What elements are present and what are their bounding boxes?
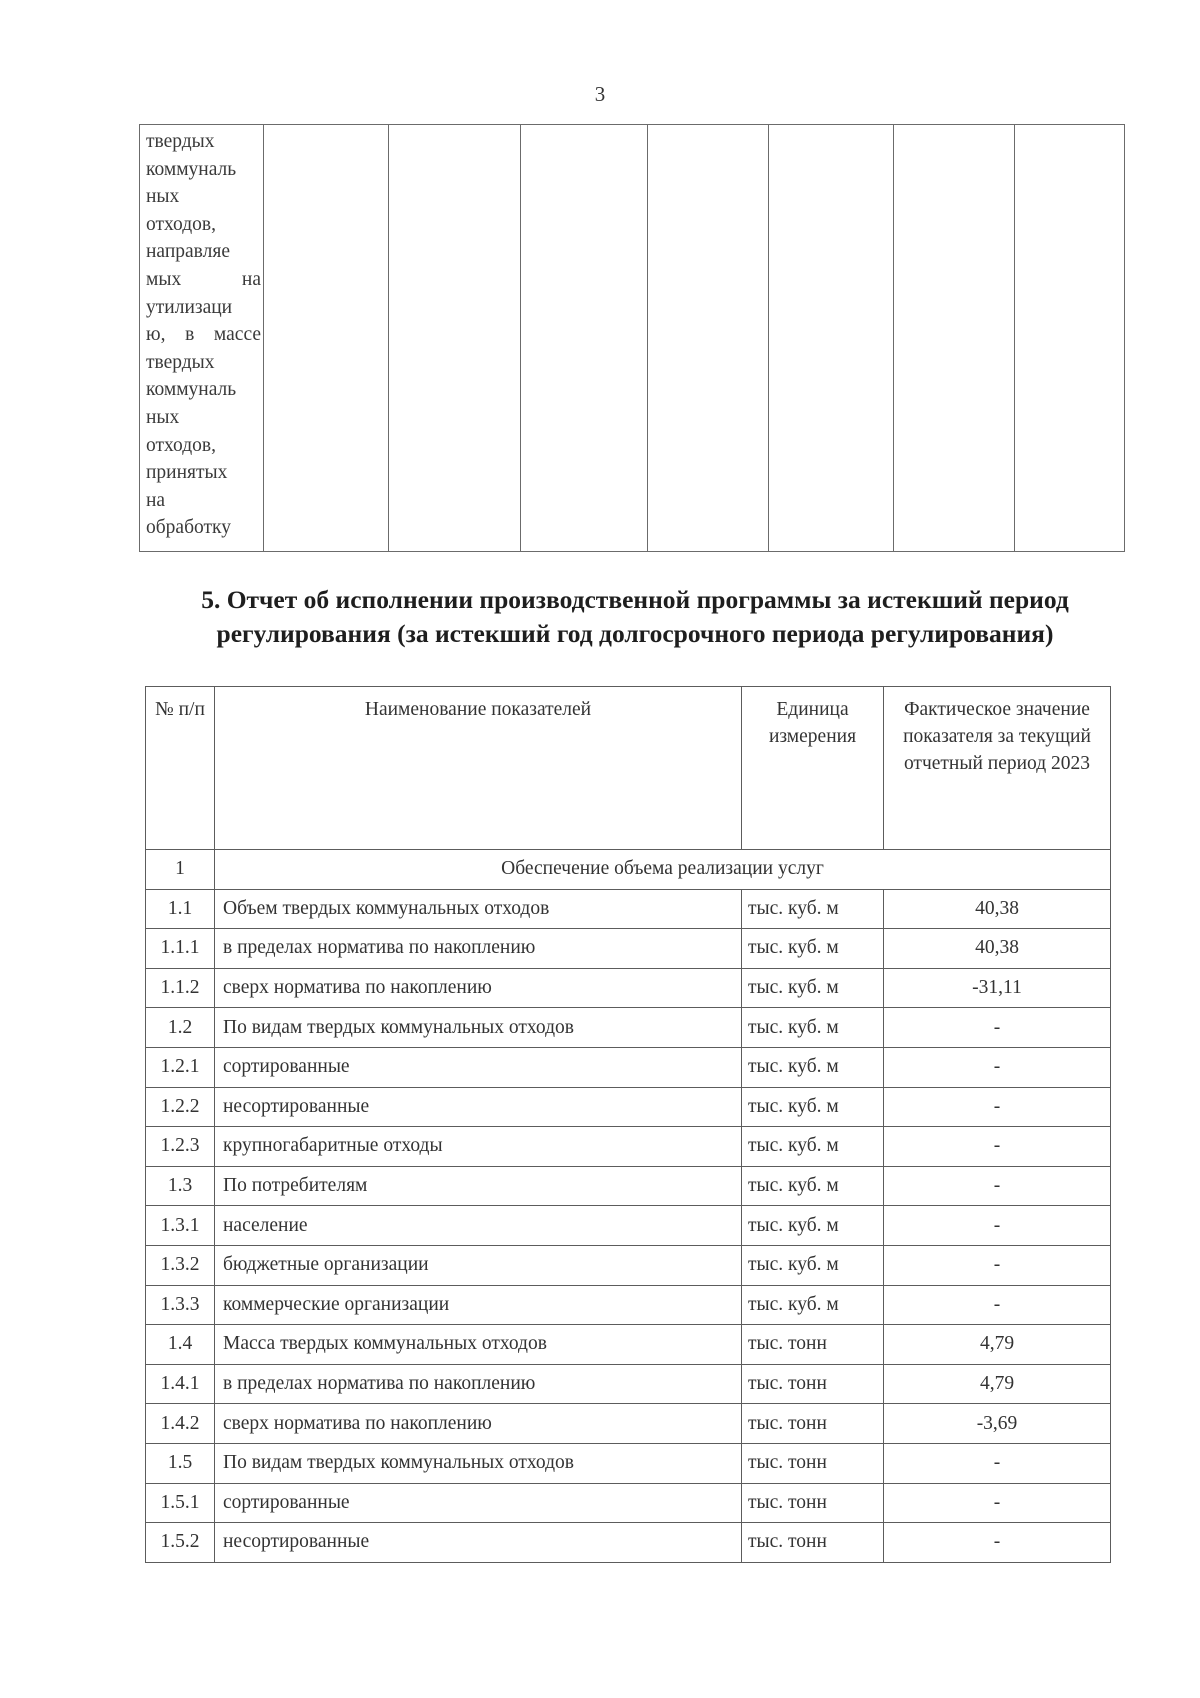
header-num: № п/п xyxy=(146,687,215,850)
continuation-line: направляе xyxy=(146,241,230,263)
row-name: Объем твердых коммунальных отходов xyxy=(215,889,742,929)
table-row xyxy=(146,1245,1111,1285)
table-row xyxy=(146,1285,1111,1325)
row-unit: тыс. тонн xyxy=(742,1325,884,1365)
row-value: 40,38 xyxy=(884,889,1111,929)
group-num: 1 xyxy=(146,850,215,890)
row-num: 1.1.2 xyxy=(146,968,215,1008)
row-name: сортированные xyxy=(215,1047,742,1087)
row-unit: тыс. куб. м xyxy=(742,1166,884,1206)
section-title-line-1: 5. Отчет об исполнении производственной программы за истекший период xyxy=(201,585,1069,614)
continuation-line: принятых xyxy=(146,462,228,484)
row-value: - xyxy=(884,1127,1111,1167)
continuation-line: коммуналь xyxy=(146,158,237,180)
row-num: 1.4.2 xyxy=(146,1404,215,1444)
row-value: - xyxy=(884,1483,1111,1523)
row-name: По потребителям xyxy=(215,1166,742,1206)
table-row xyxy=(146,1008,1111,1048)
row-value: -3,69 xyxy=(884,1404,1111,1444)
row-value: - xyxy=(884,1166,1111,1206)
row-name: в пределах норматива по накоплению xyxy=(215,929,742,969)
row-unit: тыс. тонн xyxy=(742,1483,884,1523)
row-num: 1.1 xyxy=(146,889,215,929)
row-value: 4,79 xyxy=(884,1364,1111,1404)
row-unit: тыс. куб. м xyxy=(742,1047,884,1087)
table-row xyxy=(146,1166,1111,1206)
row-name: население xyxy=(215,1206,742,1246)
row-num: 1.3 xyxy=(146,1166,215,1206)
header-value: Фактическое значение показателя за текущий отчетный период 2023 xyxy=(884,687,1111,850)
row-num: 1.2.1 xyxy=(146,1047,215,1087)
continuation-line: отходов, xyxy=(146,213,216,235)
row-num: 1.2.2 xyxy=(146,1087,215,1127)
row-value: - xyxy=(884,1285,1111,1325)
row-unit: тыс. куб. м xyxy=(742,1285,884,1325)
page-number: 3 xyxy=(594,82,606,106)
section-title-line-2: регулирования (за истекший год долгосрочного периода регулирования) xyxy=(216,619,1054,648)
continuation-line: на xyxy=(146,489,166,511)
row-value: 4,79 xyxy=(884,1325,1111,1365)
row-num: 1.4 xyxy=(146,1325,215,1365)
row-name: сортированные xyxy=(215,1483,742,1523)
empty-cell xyxy=(894,125,1015,552)
row-name: в пределах норматива по накоплению xyxy=(215,1364,742,1404)
table-header-row xyxy=(146,687,1111,850)
row-num: 1.3.3 xyxy=(146,1285,215,1325)
group-title: Обеспечение объема реализации услуг xyxy=(215,850,1111,890)
row-unit: тыс. тонн xyxy=(742,1443,884,1483)
row-name: сверх норматива по накоплению xyxy=(215,968,742,1008)
row-value: -31,11 xyxy=(884,968,1111,1008)
table-row xyxy=(146,968,1111,1008)
row-num: 1.5 xyxy=(146,1443,215,1483)
row-unit: тыс. тонн xyxy=(742,1404,884,1444)
row-unit: тыс. куб. м xyxy=(742,1245,884,1285)
table-row xyxy=(146,1047,1111,1087)
row-unit: тыс. куб. м xyxy=(742,1127,884,1167)
row-name: несортированные xyxy=(215,1523,742,1563)
table-row xyxy=(146,1206,1111,1246)
row-unit: тыс. тонн xyxy=(742,1364,884,1404)
empty-cell xyxy=(1015,125,1125,552)
table-row xyxy=(146,1087,1111,1127)
continuation-line: обработку xyxy=(146,517,231,539)
continuation-line: коммуналь xyxy=(146,379,237,401)
section-title xyxy=(140,583,1130,651)
continuation-table xyxy=(139,124,1125,552)
row-num: 1.2 xyxy=(146,1008,215,1048)
empty-cell xyxy=(389,125,521,552)
row-value: - xyxy=(884,1087,1111,1127)
row-num: 1.2.3 xyxy=(146,1127,215,1167)
empty-cell xyxy=(264,125,389,552)
row-unit: тыс. куб. м xyxy=(742,1206,884,1246)
table-row xyxy=(146,1483,1111,1523)
row-value: - xyxy=(884,1443,1111,1483)
continuation-line: мых на xyxy=(146,268,261,290)
table-row xyxy=(146,929,1111,969)
header-unit: Единица измерения xyxy=(742,687,884,850)
table-row xyxy=(146,889,1111,929)
row-value: - xyxy=(884,1523,1111,1563)
table-row xyxy=(146,1364,1111,1404)
continuation-line: твердых xyxy=(146,131,215,152)
continuation-line: ных xyxy=(146,186,180,208)
row-name: По видам твердых коммунальных отходов xyxy=(215,1443,742,1483)
row-unit: тыс. куб. м xyxy=(742,1008,884,1048)
row-num: 1.5.1 xyxy=(146,1483,215,1523)
row-unit: тыс. куб. м xyxy=(742,1087,884,1127)
table-row xyxy=(146,1127,1111,1167)
row-num: 1.1.1 xyxy=(146,929,215,969)
empty-cell xyxy=(769,125,894,552)
header-name: Наименование показателей xyxy=(215,687,742,850)
group-row xyxy=(146,850,1111,890)
empty-cell xyxy=(521,125,648,552)
row-unit: тыс. куб. м xyxy=(742,889,884,929)
row-num: 1.3.1 xyxy=(146,1206,215,1246)
table-row xyxy=(146,1325,1111,1365)
row-name: несортированные xyxy=(215,1087,742,1127)
continuation-line: ю, в массе xyxy=(146,324,261,346)
row-unit: тыс. куб. м xyxy=(742,929,884,969)
row-value: - xyxy=(884,1047,1111,1087)
table-row xyxy=(146,1523,1111,1563)
row-name: коммерческие организации xyxy=(215,1285,742,1325)
continuation-line: отходов, xyxy=(146,434,216,456)
row-unit: тыс. тонн xyxy=(742,1523,884,1563)
row-value: - xyxy=(884,1206,1111,1246)
empty-cell xyxy=(648,125,769,552)
row-num: 1.5.2 xyxy=(146,1523,215,1563)
continuation-text xyxy=(140,125,263,542)
production-program-table xyxy=(145,686,1111,1563)
continuation-line: твердых xyxy=(146,351,215,373)
row-num: 1.4.1 xyxy=(146,1364,215,1404)
row-value: - xyxy=(884,1008,1111,1048)
table-row xyxy=(146,1404,1111,1444)
continuation-line: утилизаци xyxy=(146,296,233,318)
row-name: Масса твердых коммунальных отходов xyxy=(215,1325,742,1365)
row-name: бюджетные организации xyxy=(215,1245,742,1285)
table-row xyxy=(146,1443,1111,1483)
row-name: сверх норматива по накоплению xyxy=(215,1404,742,1444)
row-unit: тыс. куб. м xyxy=(742,968,884,1008)
row-name: крупногабаритные отходы xyxy=(215,1127,742,1167)
row-name: По видам твердых коммунальных отходов xyxy=(215,1008,742,1048)
row-num: 1.3.2 xyxy=(146,1245,215,1285)
continuation-line: ных xyxy=(146,406,180,428)
row-value: 40,38 xyxy=(884,929,1111,969)
row-value: - xyxy=(884,1245,1111,1285)
continuation-text-cell xyxy=(140,125,264,552)
